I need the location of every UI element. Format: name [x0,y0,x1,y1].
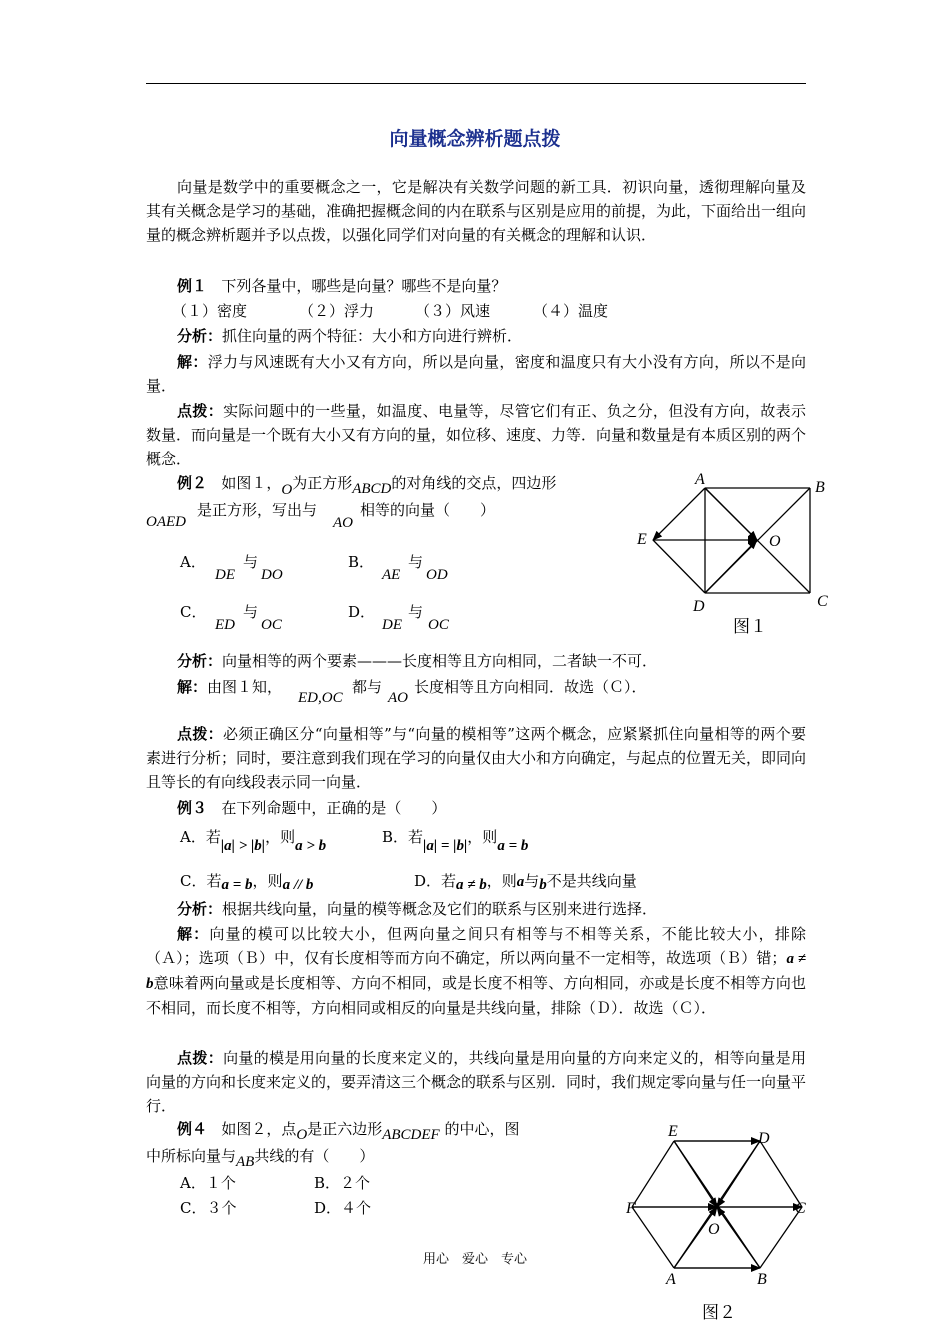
fig2-label-e: E [668,1123,678,1140]
intro-paragraph: 向量是数学中的重要概念之一，它是解决有关数学问题的新工具．初识向量，透彻理解向量及其有关概念是学习的基础，准确把握概念间的内在联系与区别是应用的前提，为此，下面给出一组向量的概念辨析题并予以点拨，以强化同学们对向量的有关概念的理解和认识． [146,178,807,244]
header-rule [146,83,806,84]
fig2-label-f: F [626,1200,636,1217]
ex3-b-expr: |a| = |b| [423,838,468,854]
fig2-label-d: D [758,1130,770,1147]
ex2-option-c: C． [180,603,207,621]
ex1-question-text: 下列各量中，哪些是向量？哪些不是向量？ [221,277,507,295]
ex4-q-part3: 的中心，图 [444,1120,520,1138]
ex4-q-part1: 如图２，点 [221,1120,297,1138]
ex2-a-vec1: DE [215,567,235,583]
ex3-option-c [180,870,313,893]
ex3-d-expr: a ≠ b [456,877,487,893]
fig2-label-o: O [708,1221,720,1238]
ex3-tip-text: 向量的模是用向量的长度来定义的，共线向量是用向量的方向来定义的，相等向量是用向量的方向和长度来定义的，要弄清这三个概念的联系与区别．同时，我们规定零向量与任一向量平行． [146,1049,807,1115]
fig1-vector-do [705,540,757,593]
ex4-ab: AB [236,1154,255,1170]
ex4-option-d: D．４个 [314,1199,372,1217]
ex3-a-res: a > b [295,838,327,854]
page-footer: 用心 爱心 专心 [422,1252,527,1267]
ex2-oaed: OAED [146,514,186,530]
ex2-q-part2: 为正方形 [292,474,353,492]
ex3-c-expr: a = b [221,877,253,893]
ex3-b-prefix: B．若 [382,828,424,846]
ex3-label: 例３ [177,799,208,817]
ex4-q-part5: 共线的有（ ） [254,1147,375,1165]
ex2-q-part5: 相等的向量（ ） [360,501,496,519]
ex3-c-prefix: C．若 [180,872,222,890]
ex3-sol-part2: 意味着两向量或是长度相等、方向不相同，或是长度不相等、方向相同，亦或是长度不相等方向也不相同，而长度不相等，方向相同或相反的向量是共线向量，排除（Ｄ）．故选（Ｃ）． [146,974,806,1017]
ex2-b-vec2: OD [426,567,448,583]
fig2-label-b: B [757,1271,767,1288]
ex1-solution [146,350,806,398]
ex1-tip-label: 点拨： [177,402,224,420]
ex1-solution-label: 解： [177,353,208,371]
ex2-sol-ao: AO [388,690,408,706]
ex2-tip-text: 必须正确区分“向量相等”与“向量的模相等”这两个概念，应紧紧抓住向量相等的两个要素进行分析；同时，要注意到我们现在学习的向量仅由大小和方向确定，与起点的位置无关，即同向且等长的有向线段表示同一向量． [146,725,807,791]
ex3-d-prefix: D．若 [414,872,457,890]
ex4-option-b: B．２个 [314,1174,371,1192]
ex2-c-vec2: OC [261,617,282,633]
ex3-b-then: ，则 [467,828,498,846]
ex3-analysis-text: 根据共线向量，向量的模等概念及它们的联系与区别来进行选择． [222,900,658,918]
ex3-option-d [414,870,637,893]
ex1-option-2: （２）浮力 [299,302,375,320]
ex2-solution-label: 解： [177,678,208,696]
ex3-question [177,797,446,819]
ex2-a-yu: 与 [243,553,259,571]
ex4-o: O [296,1127,308,1143]
ex2-o: O [281,482,293,498]
fig2-vector-eo [674,1141,717,1207]
ex2-analysis [177,650,657,672]
ex2-option-d: D． [348,603,376,621]
ex2-q-part1: 如图１， [221,474,282,492]
ex4-option-c: C．３个 [180,1199,237,1217]
ex3-d-tail: 不是共线向量 [546,872,637,890]
ex1-tip [146,399,806,471]
ex1-tip-text: 实际问题中的一些量，如温度、电量等，尽管它们有正、负之分，但没有方向，故表示数量．而向量是一个既有大小又有方向的量，如位移、速度、力等．向量和数量是有本质区别的两个概念． [146,402,807,468]
ex3-analysis-label: 分析： [177,900,223,918]
ex2-sol-part3: 长度相等且方向相同．故选（Ｃ）． [414,678,647,696]
ex3-sol-expr: a ≠ b [146,951,806,992]
fig1-vector-ao [705,488,757,540]
fig1-label-a: A [695,471,705,488]
ex1-analysis-label: 分析： [177,327,223,345]
fig1-label-c: C [817,593,828,610]
ex3-option-a [180,826,327,854]
ex3-d-then: ，则 [486,872,517,890]
ex3-c-then: ，则 [252,872,283,890]
ex3-d-a: a [516,874,525,890]
fig2-edge-cd [760,1141,802,1207]
ex2-question-line1 [177,472,557,498]
ex2-sol-part1: 由图１知， [207,678,283,696]
ex4-abcdef: ABCDEF [382,1127,440,1143]
ex1-analysis [177,325,522,347]
ex4-question-line2 [146,1145,374,1168]
ex2-q-part3: 的对角线的交点，四边形 [391,474,557,492]
ex2-abcd: ABCD [352,481,392,497]
ex3-sol-part1: 向量的模可以比较大小，但两向量之间只有相等与不相等关系，不能比较大小，排除（Ａ）；选项（Ｂ）中，仅有长度相等而方向不确定，所以两向量不一定相等，故选项（Ｂ）错； [146,925,806,967]
ex2-option-a: A． [180,553,206,571]
ex1-analysis-text: 抓住向量的两个特征：大小和方向进行辨析． [222,327,523,345]
page-title: 向量概念辨析题点拨 [389,128,561,150]
ex3-tip [146,1046,806,1118]
ex3-d-mid: 与 [524,872,540,890]
fig1-label-o: O [769,533,781,550]
ex2-ao: AO [333,515,353,531]
ex2-sol-vecs: ED,OC [298,690,343,706]
ex2-a-vec2: DO [261,567,283,583]
ex2-label: 例２ [177,474,208,492]
ex3-a-then: ，则 [265,828,296,846]
fig2-vector-do [717,1141,760,1207]
ex3-b-res: a = b [497,838,529,854]
ex2-d-yu: 与 [408,603,424,621]
ex2-question-line2 [197,499,317,521]
ex3-solution-label: 解： [177,925,210,943]
fig1-caption: 图１ [733,617,767,637]
ex2-d-vec1: DE [382,617,402,633]
ex4-q-part4: 中所标向量与 [146,1147,237,1165]
fig1-label-d: D [693,598,705,615]
fig1-label-b: B [815,479,825,496]
ex4-option-a: A．１个 [180,1174,236,1192]
ex2-analysis-label: 分析： [177,652,223,670]
fig2-label-c: C [795,1200,806,1217]
ex3-option-b [382,826,529,854]
figure-1 [625,468,840,638]
fig2-caption: 图２ [702,1303,736,1323]
ex2-c-vec1: ED [215,617,235,633]
ex3-c-res: a // b [282,877,314,893]
ex4-label: 例４ [177,1120,208,1138]
ex3-a-prefix: A．若 [180,828,221,846]
ex3-a-expr: |a| > |b| [220,838,266,854]
ex3-solution [146,922,806,1020]
ex3-question-text: 在下列命题中，正确的是（ ） [221,799,447,817]
ex1-question [177,275,506,297]
ex3-tip-label: 点拨： [177,1049,224,1067]
ex2-q-part4: 是正方形，写出与 [197,501,318,519]
ex1-option-3: （３）风速 [415,302,491,320]
ex3-d-b: b [539,877,547,893]
ex2-tip-label: 点拨： [177,725,223,743]
ex2-sol-part2: 都与 [352,678,383,696]
ex2-d-vec2: OC [428,617,449,633]
ex2-analysis-text: 向量相等的两个要素———长度相等且方向相同，二者缺一不可． [222,652,658,670]
fig1-edge-de [653,540,705,593]
ex1-solution-text: 浮力与风速既有大小又有方向，所以是向量，密度和温度只有大小没有方向，所以不是向量． [146,353,806,395]
ex2-tip [146,722,806,794]
ex4-question-line1 [177,1118,520,1141]
ex2-c-yu: 与 [243,603,259,621]
ex3-analysis [177,898,657,920]
fig1-vector-ae [653,488,705,540]
ex1-label: 例１ [177,277,208,295]
ex2-solution-line [177,676,282,698]
ex4-q-part2: 是正六边形 [307,1120,383,1138]
fig1-label-e: E [637,531,647,548]
fig2-edge-ef [632,1141,674,1207]
ex2-option-b: B． [348,553,375,571]
ex1-option-4: （４）温度 [533,302,609,320]
figure-2 [622,1120,817,1330]
ex2-b-yu: 与 [408,553,424,571]
ex2-b-vec1: AE [382,567,401,583]
fig2-label-a: A [666,1271,676,1288]
ex1-option-1: （１）密度 [172,302,248,320]
